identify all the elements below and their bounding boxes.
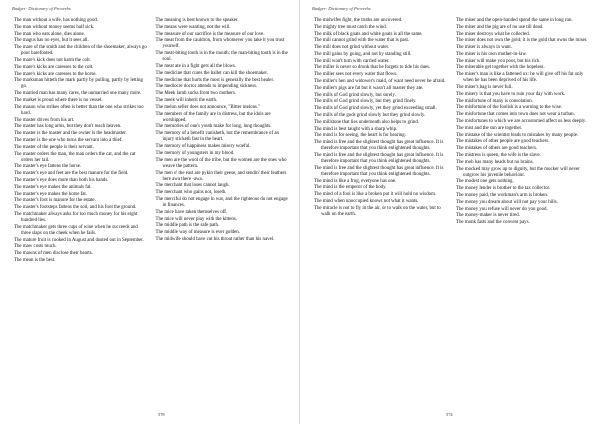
proverb-entry: The master is the one who turns the servant into a thief. — [14, 138, 123, 143]
proverb-entry: The mean is the best. — [14, 258, 56, 263]
proverb-entry: The mind is for seeing, the heart is for hearing. — [314, 133, 406, 139]
proverb-entry: The master orders the man, the man orders the cat, and the cat orders her tail. — [14, 151, 136, 163]
proverb-entry: The modest one gets nothing. — [456, 179, 514, 185]
proverb-entry: The meat-biting tooth is in the mouth; the man-biting tooth is in the soul. — [155, 51, 288, 63]
proverb-entry: The mice will never play with the kittens. — [155, 216, 237, 222]
proverb-entry: The mills of the gods grind slowly but they grind slowly. — [314, 112, 426, 118]
proverb-entry: The miller's pigs are fat but it wasn't all master they ate. — [314, 85, 424, 91]
proverb-entry: The Meek lamb sucks from two mothers. — [155, 91, 237, 97]
proverb-entry: The mob has many heads but no brains. — [456, 159, 534, 165]
proverb-entry: The master's eye fattens the horse. — [14, 164, 82, 170]
proverb-entry: The mind is the emperor of the body. — [314, 185, 387, 191]
proverb-entry: The memory of happiness makes misery woeful. — [155, 144, 251, 150]
proverb-entry: The matchmaker gets three cups of wine when he succeeds and three slaps on the cheek when he fails. — [14, 224, 138, 236]
proverb-entry: The master's eye makes the horse fat. — [14, 191, 87, 197]
proverb-entry: The middle way of measure is ever golden. — [155, 230, 240, 236]
proverb-entry: The measure of our sacrifice is the measure of our love. — [155, 31, 265, 37]
proverb-entry: The marksman hitteth the mark partly by pulling, partly by letting go. — [14, 78, 143, 90]
proverb-entry: The miller is never so drunk that he forgets to tide his dues. — [314, 65, 431, 71]
proverb-entry: The millstone that lies underneath also helps to grind. — [314, 119, 419, 125]
proverb-entry: The money you refuse will never do you good. — [456, 206, 548, 212]
proverb-entry: The men are the wool of the tribe, but the women are the ones who weave the pattern. — [155, 157, 287, 169]
proverb-entry: The master's eye does more than both his hands. — [14, 178, 109, 183]
proverb-entry: The merchant that loses cannot laugh. — [155, 183, 230, 189]
proverb-entry: The mind is best taught with a sharp whip. — [314, 126, 398, 132]
proverb-entry: The miracle is not to fly in the air, or to walk on the water, but to walk on the earth. — [314, 205, 441, 217]
proverb-entry: The meat ate in a fight gets all the blows. — [155, 64, 237, 70]
proverb-entry: The master is the master and the owner is the headmaster. — [14, 131, 127, 137]
proverb-entry: The mare of the smith and the children of the shoemaker, always go poor barefooted. — [14, 45, 147, 57]
two-column-layout — [314, 18, 590, 406]
proverb-entry: The miserable get together with the hopeless. — [456, 65, 545, 71]
proverb-entry: The mediocre doctor attends to impending sickness. — [155, 84, 258, 90]
proverb-entry: The mawns of men disclose their hearts. — [14, 251, 93, 257]
proverb-entry: The mill cannot grind with the water that is past. — [314, 38, 410, 44]
proverb-entry: The master drives from his art. — [14, 117, 75, 123]
proverb-entry: The mistakes of others are good teachers. — [456, 146, 538, 152]
page-number: 574 — [446, 412, 453, 417]
proverb-entry: The miser's man is like a fattened ox: he will give off his fat only when he has been deprived of his life. — [456, 72, 584, 84]
proverb-entry: The mare's kick does not harm the colt. — [14, 58, 91, 63]
proverb-entry: The mind is like a frog, everyone has one. — [314, 178, 397, 184]
proverb-entry: The misfortune of many is consolation. — [456, 98, 533, 104]
proverb-entry: The miser is his own mother-in-law. — [456, 51, 527, 57]
proverb-entry: The mill does not grind without water. — [314, 45, 390, 51]
proverb-entry: The money paid, the workman's arm is broken. — [456, 192, 549, 198]
proverb-entry: The mist and the sun are together. — [456, 125, 523, 131]
page-number: 578 — [158, 412, 165, 417]
proverb-entry: The meaning is best known to the speaker. — [155, 18, 239, 23]
proverb-entry: The mistress is queen, the wife is the slave. — [456, 152, 541, 158]
proverb-entry: The mare's kicks are caresses to the horse. — [14, 71, 97, 77]
proverb-entry: The money-maker is never tired. — [456, 213, 520, 219]
proverb-entry: The miller's hen and widower's maid, of want need never be afraid. — [314, 79, 446, 85]
proverb-entry: The mills of God grind slowly, but surely. — [314, 92, 396, 98]
proverb-entry: The mind is free and the slightest thought has great influence. It is therefore important that you think enlightened thoughts. — [314, 165, 444, 177]
right-page-column-1 — [314, 18, 448, 406]
proverb-entry: The medicine that hurts the most is generally the best healer. — [155, 77, 275, 83]
proverb-entry: The mind is free and the slightest thought has great influence. It is therefore important that you think enlightened thoughts. — [314, 140, 444, 152]
proverb-entry: The mare's kicks are caresses to the colt. — [14, 64, 94, 70]
proverb-entry: The memory of a benefit vanisheth, but the remembrance of an injury sticketh fast in the heart. — [155, 131, 279, 143]
proverb-entry: The midwifes fight, the truths are uncovered. — [314, 18, 403, 23]
proverb-entry: The miser and the open-handed spend the same in long run. — [456, 18, 573, 23]
proverb-entry: The men o' the east are pykin their geese, and sendin' their feathers here awa there -awa. — [155, 170, 287, 182]
proverb-entry: The matchmaker always asks for too much money for his eight hundred lies. — [14, 211, 138, 223]
right-page — [300, 0, 600, 424]
proverb-entry: The mills of God grind slowly, yet they grind exceeding small. — [314, 106, 437, 112]
proverb-entry: The miser and the pig are of no use till dead. — [456, 24, 544, 30]
proverb-entry: The mind when unoccupied knows not what it wants. — [314, 199, 419, 205]
proverb-entry: The mason who strikes often is better than the one who strikes too hard. — [14, 104, 144, 116]
two-column-layout — [14, 18, 289, 406]
proverb-entry: The memory of youngsters in my blood. — [155, 150, 235, 156]
proverb-entry: The mocked may grow up to dignity, but the mocker will never outgrow his juvenile behaviour. — [456, 166, 580, 178]
proverb-entry: The misfortune of the foolish is a warning to the wise. — [456, 105, 563, 111]
proverb-entry: The misfortune that comes into town does not wear a turban. — [456, 112, 575, 118]
proverb-entry: The merciful do not engage in war, and the righteous do not engage in finances. — [155, 196, 288, 209]
proverb-entry: The man without money seems half sick. — [14, 24, 95, 30]
proverb-entry: The mind is free and the slightest thought has great influence. It is therefore important that you think enlightened thoughts. — [314, 152, 444, 165]
proverb-entry: The mistakes of other people are good teachers. — [456, 139, 550, 145]
proverb-entry: The money you dream about will not pay your bills. — [456, 199, 558, 205]
proverb-entry: The miser destroys what he collected. — [456, 31, 530, 37]
proverb-entry: The memories of one's youth make for long, long thoughts. — [155, 124, 272, 130]
proverb-entry: The master's footsteps fattens the soil, and his foot the ground. — [14, 205, 137, 211]
proverb-entry: The meek will inherit the earth. — [155, 98, 218, 103]
proverb-entry: The medicine that cures the ballet can kill the shoemaker. — [155, 70, 268, 76]
proverb-entry: The middle path is the safe path. — [155, 223, 220, 229]
running-header: Badger: Dictionary of Proverbs — [12, 6, 71, 11]
proverb-entry: The man without a wife, has nothing good. — [14, 18, 99, 23]
proverb-entry: The master's eye makes the animals fat. — [14, 184, 92, 190]
proverb-entry: The mice have taken themselves off. — [155, 209, 228, 215]
proverb-entry: The miller sees not every water that flows. — [314, 72, 398, 78]
proverb-entry: The mighty tree must catch the wind. — [314, 24, 387, 30]
proverb-entry: The market is proud where there is no vessel. — [14, 98, 103, 103]
proverb-entry: The means were wanting, not the will. — [155, 24, 231, 30]
proverb-entry: The miser will make you poor, but his rich. — [456, 58, 541, 64]
left-page-column-2 — [156, 18, 290, 406]
proverb-entry: The milk of black goats and white goats is all the same. — [314, 31, 423, 37]
proverb-entry: The melon seller does not announce, "Bitter melons." — [155, 104, 261, 110]
proverb-entry: The mill won't turn with carried water. — [314, 58, 390, 64]
proverb-entry: The members of the family are in distress, but the idols are worshipped. — [155, 111, 271, 123]
proverb-entry: The master's eye and feet are the best manure for the field. — [14, 171, 129, 177]
proverb-entry: The mills of God grind slowly, but they grind finely. — [314, 99, 417, 105]
left-page-column-1 — [14, 18, 148, 406]
proverb-entry: The midwife should have cut his throat rather than his navel. — [155, 236, 275, 242]
proverb-entry: The master has long arms, but they don't reach heaven. — [14, 124, 122, 130]
proverb-entry: The magus has no eyes, but it sees all. — [14, 38, 89, 44]
proverb-entry: The merchant who gains not, loseth. — [155, 190, 227, 196]
proverb-entry: The monk fasts and the convent pays. — [456, 220, 530, 226]
proverb-entry: The miser does not own the gold; it is the gold that owns the miser. — [456, 38, 588, 44]
proverb-entry: The man who eats alone, dies alone. — [14, 31, 85, 37]
proverb-entry: The mind of a fool is like a broken pot it will hold no wisdom. — [314, 192, 437, 198]
proverb-entry: The mature fruit is cooked in August and dusted out in September. — [14, 237, 144, 243]
proverb-entry: The miser's bag is never full. — [456, 85, 513, 91]
proverb-entry: The maw costs much. — [14, 244, 57, 250]
proverb-entry: The master of the people is their servant. — [14, 144, 94, 150]
proverb-entry: The master's foot is manure for the estate. — [14, 198, 96, 204]
running-header: Badger: Dictionary of Proverbs — [312, 6, 371, 11]
proverb-entry: The married man has many cares, the unmarried one many more. — [14, 91, 142, 97]
proverb-entry: The miser is always in want. — [456, 45, 512, 51]
proverb-entry: The money lender is brother to the tax collector. — [456, 186, 551, 192]
proverb-entry: The meat from the cauldron, from whomever you take it you trust yourself. — [155, 38, 285, 50]
proverb-entry: The mistake of the scientist leads to mistakes by many people. — [456, 132, 579, 138]
proverb-entry: The misfortunes to which we are accustomed affect us less deeply. — [456, 119, 587, 125]
right-page-column-2 — [456, 18, 590, 406]
proverb-entry: The misery is that you have to ruin your day with work. — [456, 91, 566, 97]
proverb-entry: The mill gains by going, and not by standing still. — [314, 51, 412, 57]
